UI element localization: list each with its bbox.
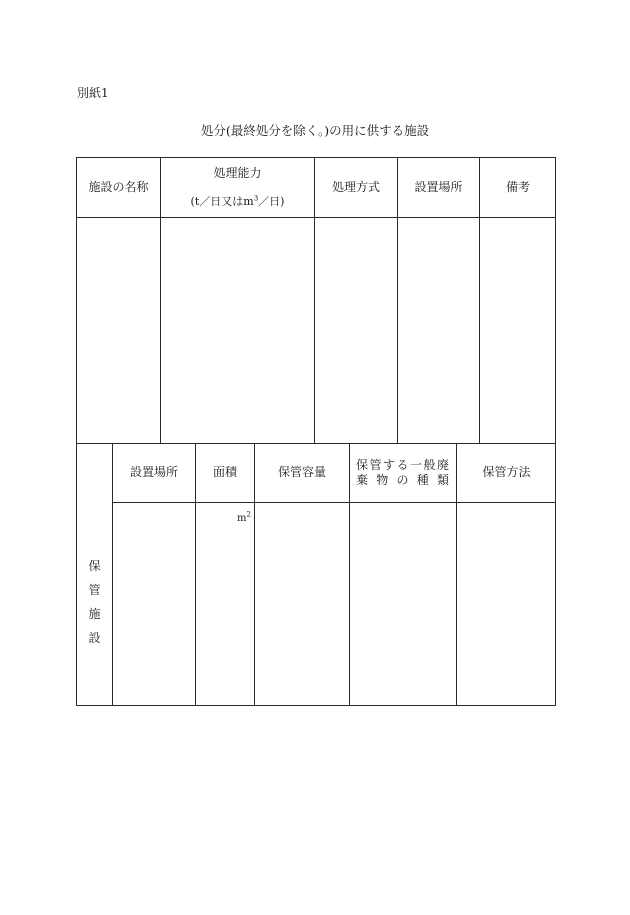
header-remarks: 備考 bbox=[505, 180, 530, 194]
side-label-char-4: 設 bbox=[88, 631, 101, 645]
annex-label: 別紙1 bbox=[77, 86, 109, 100]
capacity-unit-prefix: (t／日又はm bbox=[190, 195, 254, 208]
storage-col-divider-4 bbox=[456, 444, 457, 705]
facility-col-divider-2 bbox=[314, 158, 315, 443]
storage-label-divider bbox=[112, 444, 113, 705]
area-unit bbox=[237, 512, 251, 526]
header-waste-type bbox=[356, 458, 449, 488]
document-title: 処分(最終処分を除く。)の用に供する施設 bbox=[200, 123, 430, 138]
header-area: 面積 bbox=[212, 465, 237, 479]
header-capacity-unit bbox=[161, 195, 314, 209]
header-facility-name: 施設の名称 bbox=[88, 180, 149, 194]
header-installation-location: 設置場所 bbox=[414, 180, 463, 194]
storage-facility-side-label bbox=[77, 502, 112, 702]
facility-table bbox=[76, 157, 556, 444]
capacity-unit-suffix: ／日) bbox=[258, 195, 285, 208]
header-processing-method: 処理方式 bbox=[331, 180, 380, 194]
facility-header-divider bbox=[77, 217, 555, 218]
storage-col-divider-2 bbox=[254, 444, 255, 705]
side-label-char-3: 施 bbox=[88, 607, 101, 621]
header-storage-method: 保管方法 bbox=[482, 465, 531, 479]
facility-col-divider-4 bbox=[479, 158, 480, 443]
area-unit-base: m bbox=[237, 513, 247, 524]
storage-table bbox=[76, 443, 556, 706]
side-label-char-1: 保 bbox=[88, 559, 101, 573]
area-unit-superscript: 2 bbox=[246, 510, 251, 519]
waste-type-line-2: 棄物の種類 bbox=[356, 473, 449, 487]
header-storage-capacity: 保管容量 bbox=[277, 465, 326, 479]
header-storage-location: 設置場所 bbox=[129, 465, 178, 479]
storage-header-divider bbox=[112, 502, 555, 503]
capacity-unit-superscript: 3 bbox=[253, 194, 259, 203]
storage-col-divider-3 bbox=[349, 444, 350, 705]
facility-col-divider-3 bbox=[397, 158, 398, 443]
side-label-char-2: 管 bbox=[88, 583, 101, 597]
header-processing-capacity: 処理能力 bbox=[213, 166, 262, 180]
storage-col-divider-1 bbox=[195, 444, 196, 705]
waste-type-line-1: 保管する一般廃 bbox=[356, 458, 449, 472]
